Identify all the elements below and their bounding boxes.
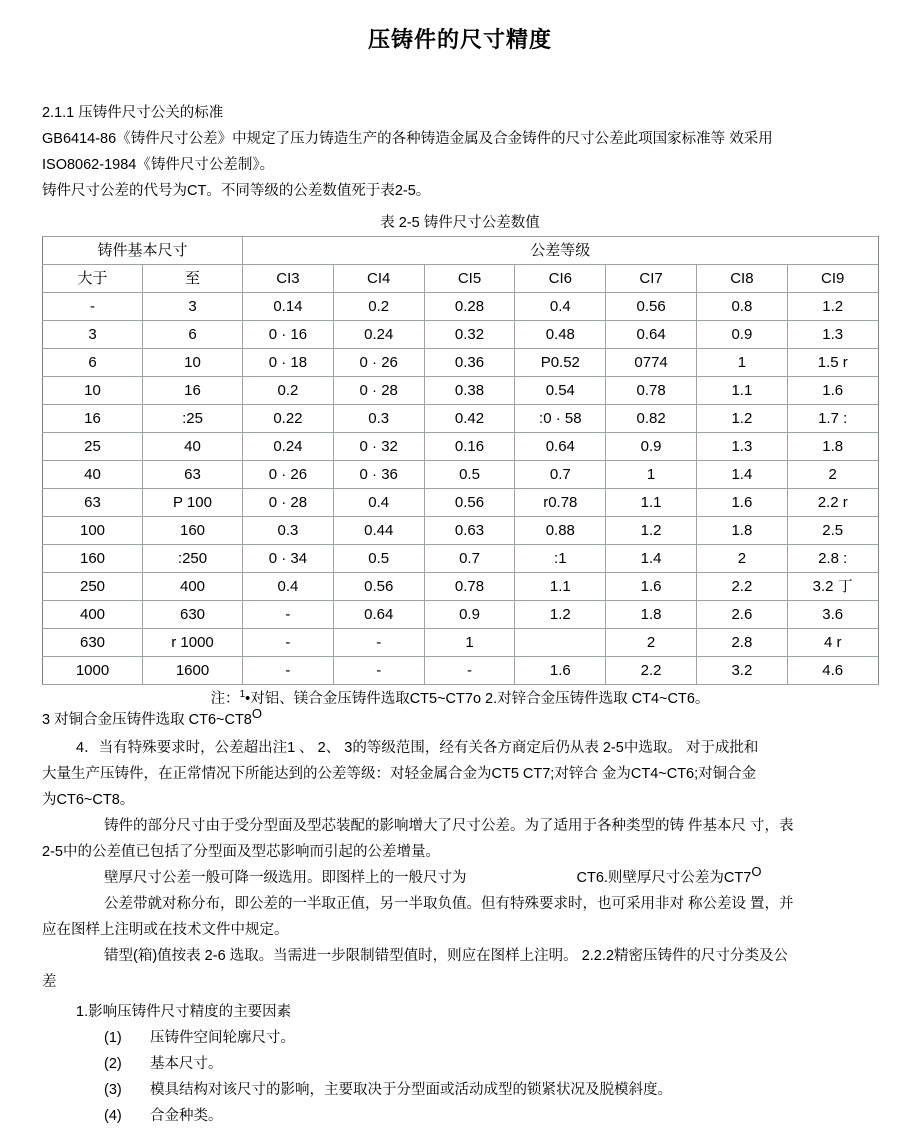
list-item <box>42 1077 878 1103</box>
table-cell: :1 <box>515 545 606 573</box>
table-cell: 0.8 <box>697 293 788 321</box>
table-cell: 2 <box>697 545 788 573</box>
note-text-1: •对铝、镁合金压铸件选取CT5~CT7o 2.对锌合金压铸件选取 CT4~CT6。 <box>245 691 710 708</box>
table-cell: 0.64 <box>333 601 424 629</box>
table-cell: 0.56 <box>424 489 515 517</box>
paragraph-7-line-2: 应在图样上注明或在技术文件中规定。 <box>42 922 289 939</box>
table-cell: 100 <box>43 517 143 545</box>
table-cell: 1.7 : <box>787 405 878 433</box>
page-title: 压铸件的尺寸精度 <box>367 26 552 52</box>
col-header-ci8: CI8 <box>697 265 788 293</box>
table-cell: 6 <box>43 349 143 377</box>
table-row <box>43 573 879 601</box>
table-cell: 0 · 28 <box>333 377 424 405</box>
table-cell: 0.7 <box>424 545 515 573</box>
table-row <box>43 545 879 573</box>
table-row <box>43 321 879 349</box>
table-cell: 1.8 <box>606 601 697 629</box>
table-cell <box>515 629 606 657</box>
table-cell: 1.1 <box>697 377 788 405</box>
list-item-text: 合金种类。 <box>150 1108 223 1125</box>
table-cell: 1.3 <box>787 321 878 349</box>
table-cell: 1.1 <box>515 573 606 601</box>
col-header-ci9: CI9 <box>787 265 878 293</box>
table-cell: 3 <box>43 321 143 349</box>
paragraph-7-line-1: 公差带就对称分布，即公差的一半取正值，另一半取负值。但有特殊要求时，也可采用非对 称公差设 置，并 <box>104 896 794 913</box>
factors-list <box>42 1025 878 1129</box>
paragraph-8-line-2: 差 <box>42 974 57 991</box>
table-cell: 0.4 <box>333 489 424 517</box>
table-cell: 1.8 <box>787 433 878 461</box>
table-cell: 2.2 <box>606 657 697 685</box>
table-cell: 0.5 <box>333 545 424 573</box>
section-heading-211: 2.1.1 压铸件尺寸公关的标准 <box>42 105 224 122</box>
table-cell: 0.4 <box>515 293 606 321</box>
table-cell: 1.2 <box>787 293 878 321</box>
note-ocr-artifact-o: O <box>251 706 262 722</box>
table-row <box>43 461 879 489</box>
list-item-number: (1) <box>104 1030 122 1047</box>
document-body <box>0 100 920 1129</box>
table-row <box>43 629 879 657</box>
table-note-line-2 <box>42 708 878 733</box>
table-cell: 2 <box>606 629 697 657</box>
paragraph-5-line-1: 铸件的部分尺寸由于受分型面及型芯装配的影响增大了尺寸公差。为了适用于各种类型的铸 件基本尺 寸，表 <box>104 818 794 835</box>
table-cell: 0.63 <box>424 517 515 545</box>
table-cell: 0.32 <box>424 321 515 349</box>
table-cell: 1.6 <box>606 573 697 601</box>
table-row <box>43 601 879 629</box>
table-cell: 0.48 <box>515 321 606 349</box>
table-cell: 0.24 <box>333 321 424 349</box>
table-cell: 0.16 <box>424 433 515 461</box>
table-cell: 6 <box>143 321 243 349</box>
note-marker: 1 <box>239 689 246 701</box>
paragraph-4-line-2: 大量生产压铸件，在正常情况下所能达到的公差等级：对轻金属合金为CT5 CT7;对锌合 金为CT4~CT6;对铜合金 <box>42 766 757 783</box>
table-row <box>43 489 879 517</box>
table-cell: 1.8 <box>697 517 788 545</box>
table-cell: 1.1 <box>606 489 697 517</box>
table-cell: 0 · 34 <box>243 545 334 573</box>
list-item-text: 基本尺寸。 <box>150 1056 223 1073</box>
table-head <box>43 237 879 293</box>
list-item-number: (3) <box>104 1082 122 1099</box>
table-cell: 0.2 <box>243 377 334 405</box>
table-cell: 1.2 <box>606 517 697 545</box>
table-cell: - <box>243 601 334 629</box>
table-cell: 0.3 <box>243 517 334 545</box>
col-header-ci7: CI7 <box>606 265 697 293</box>
intro-line-1: GB6414-86《铸件尺寸公差》中规定了压力铸造生产的各种铸造金属及合金铸件的尺寸公差此项国家标准等 效采用 <box>42 131 773 148</box>
table-cell: 0.64 <box>515 433 606 461</box>
table-cell: 0.82 <box>606 405 697 433</box>
table-caption: 表 2-5 铸件尺寸公差数值 <box>380 215 540 232</box>
header-tolerance-grade: 公差等级 <box>243 237 879 265</box>
table-row <box>43 405 879 433</box>
table-cell: 1 <box>606 461 697 489</box>
paragraph-6-ocr-artifact-o: O <box>751 864 762 880</box>
table-cell: 1 <box>697 349 788 377</box>
table-cell: 1.4 <box>697 461 788 489</box>
table-cell: 0.56 <box>606 293 697 321</box>
table-cell: 1.2 <box>697 405 788 433</box>
table-cell: 4.6 <box>787 657 878 685</box>
table-cell: - <box>43 293 143 321</box>
table-cell: 0.78 <box>424 573 515 601</box>
tolerance-table <box>42 236 879 685</box>
paragraph-5-line-2: 2-5中的公差值已包括了分型面及型芯影响而引起的公差增量。 <box>42 844 440 861</box>
table-cell: 1600 <box>143 657 243 685</box>
col-header-to: 至 <box>143 265 243 293</box>
table-body <box>43 293 879 685</box>
intro-line-2: ISO8062-1984《铸件尺寸公差制》。 <box>42 157 275 174</box>
table-cell: 0.14 <box>243 293 334 321</box>
table-header-group-row <box>43 237 879 265</box>
document-page <box>0 15 920 1125</box>
table-cell: - <box>243 657 334 685</box>
table-cell: 2.8 : <box>787 545 878 573</box>
table-cell: - <box>333 657 424 685</box>
table-cell: 0.9 <box>606 433 697 461</box>
table-cell: 0.38 <box>424 377 515 405</box>
header-basic-size: 铸件基本尺寸 <box>43 237 243 265</box>
list-item <box>42 1051 878 1077</box>
table-cell: 0.5 <box>424 461 515 489</box>
intro-line-3: 铸件尺寸公差的代号为CT。不同等级的公差数值死于表2-5。 <box>42 183 431 200</box>
table-cell: 25 <box>43 433 143 461</box>
table-cell: 2.5 <box>787 517 878 545</box>
table-cell: 0.36 <box>424 349 515 377</box>
paragraph-6 <box>42 865 878 891</box>
title-spacer <box>0 70 920 100</box>
table-cell: 0.4 <box>243 573 334 601</box>
table-cell: 0.64 <box>606 321 697 349</box>
table-column-header-row <box>43 265 879 293</box>
table-cell: 0.44 <box>333 517 424 545</box>
table-cell: 63 <box>143 461 243 489</box>
table-cell: 1.5 r <box>787 349 878 377</box>
table-cell: 40 <box>143 433 243 461</box>
list-item <box>42 1103 878 1129</box>
table-cell: 0.42 <box>424 405 515 433</box>
table-cell: r0.78 <box>515 489 606 517</box>
list-item-number: (2) <box>104 1056 122 1073</box>
table-cell: 0.22 <box>243 405 334 433</box>
table-cell: 2 <box>787 461 878 489</box>
col-header-ci3: CI3 <box>243 265 334 293</box>
table-cell: :250 <box>143 545 243 573</box>
table-cell: :0 · 58 <box>515 405 606 433</box>
table-cell: 3.2 丁 <box>787 573 878 601</box>
table-cell: 16 <box>143 377 243 405</box>
list-item-text: 压铸件空间轮廓尺寸。 <box>150 1030 295 1047</box>
list-item-number: (4) <box>104 1108 122 1125</box>
table-cell: 0.9 <box>424 601 515 629</box>
table-cell: 2.2 <box>697 573 788 601</box>
table-cell: 16 <box>43 405 143 433</box>
table-row <box>43 349 879 377</box>
col-header-ci4: CI4 <box>333 265 424 293</box>
list-item <box>42 1025 878 1051</box>
table-cell: 0.2 <box>333 293 424 321</box>
table-cell: 10 <box>143 349 243 377</box>
table-cell: 0.88 <box>515 517 606 545</box>
factors-heading: 1.影响压铸件尺寸精度的主要因素 <box>76 1004 292 1021</box>
table-cell: 1 <box>424 629 515 657</box>
table-cell: 0.28 <box>424 293 515 321</box>
table-cell: 1.6 <box>697 489 788 517</box>
table-cell: 0 · 28 <box>243 489 334 517</box>
list-item-text: 模具结构对该尺寸的影响，主要取决于分型面或活动成型的锁紧状况及脱模斜度。 <box>150 1082 672 1099</box>
table-cell: 4 r <box>787 629 878 657</box>
table-cell: r 1000 <box>143 629 243 657</box>
table-cell: 2.6 <box>697 601 788 629</box>
note-label: 注： <box>210 691 240 708</box>
table-cell: 160 <box>143 517 243 545</box>
table-row <box>43 293 879 321</box>
table-cell: 3.2 <box>697 657 788 685</box>
table-cell: 0 · 26 <box>333 349 424 377</box>
table-cell: 0 · 26 <box>243 461 334 489</box>
table-cell: 3.6 <box>787 601 878 629</box>
table-cell: 1.2 <box>515 601 606 629</box>
col-header-ci6: CI6 <box>515 265 606 293</box>
table-row <box>43 433 879 461</box>
table-cell: P 100 <box>143 489 243 517</box>
table-cell: 0.3 <box>333 405 424 433</box>
col-header-from: 大于 <box>43 265 143 293</box>
table-cell: 0.24 <box>243 433 334 461</box>
table-row <box>43 517 879 545</box>
table-cell: 3 <box>143 293 243 321</box>
table-cell: 630 <box>143 601 243 629</box>
table-cell: 630 <box>43 629 143 657</box>
table-cell: 0.78 <box>606 377 697 405</box>
paragraph-4-line-3: 为CT6~CT8。 <box>42 792 135 809</box>
table-cell: 1.6 <box>515 657 606 685</box>
table-cell: - <box>424 657 515 685</box>
table-cell: 0 · 18 <box>243 349 334 377</box>
table-cell: 1.3 <box>697 433 788 461</box>
table-cell: 400 <box>143 573 243 601</box>
table-cell: 0774 <box>606 349 697 377</box>
table-cell: - <box>333 629 424 657</box>
table-cell: 1.4 <box>606 545 697 573</box>
table-cell: 63 <box>43 489 143 517</box>
table-cell: :25 <box>143 405 243 433</box>
paragraph-8-line-1: 错型(箱)值按表 2-6 选取。当需进一步限制错型值时，则应在图样上注明。 2.2.2精密压铸件的尺寸分类及公 <box>104 948 788 965</box>
table-cell: 0.56 <box>333 573 424 601</box>
paragraph-6-part-b: CT6.则壁厚尺寸公差为CT7 <box>576 870 752 887</box>
table-cell: 0.9 <box>697 321 788 349</box>
col-header-ci5: CI5 <box>424 265 515 293</box>
table-cell: 0 · 36 <box>333 461 424 489</box>
table-cell: 1.6 <box>787 377 878 405</box>
table-cell: 0 · 16 <box>243 321 334 349</box>
table-cell: 400 <box>43 601 143 629</box>
table-cell: - <box>243 629 334 657</box>
note-text-2: 3 对铜合金压铸件选取 CT6~CT8 <box>42 712 252 729</box>
table-cell: 2.2 r <box>787 489 878 517</box>
table-cell: 40 <box>43 461 143 489</box>
table-row <box>43 657 879 685</box>
table-row <box>43 377 879 405</box>
table-cell: 0.7 <box>515 461 606 489</box>
table-cell: 250 <box>43 573 143 601</box>
table-cell: 160 <box>43 545 143 573</box>
table-cell: P0.52 <box>515 349 606 377</box>
table-cell: 2.8 <box>697 629 788 657</box>
paragraph-6-part-a: 壁厚尺寸公差一般可降一级选用。即图样上的一般尺寸为 <box>104 870 467 887</box>
table-cell: 1000 <box>43 657 143 685</box>
table-cell: 0 · 32 <box>333 433 424 461</box>
paragraph-4-line-1: 4．当有特殊要求时，公差超出注1 、 2、 3的等级范围，经有关各方商定后仍从表 2-5中选取。 对于成批和 <box>76 740 759 757</box>
table-cell: 0.54 <box>515 377 606 405</box>
pre-table-spacer <box>42 204 878 212</box>
table-cell: 10 <box>43 377 143 405</box>
